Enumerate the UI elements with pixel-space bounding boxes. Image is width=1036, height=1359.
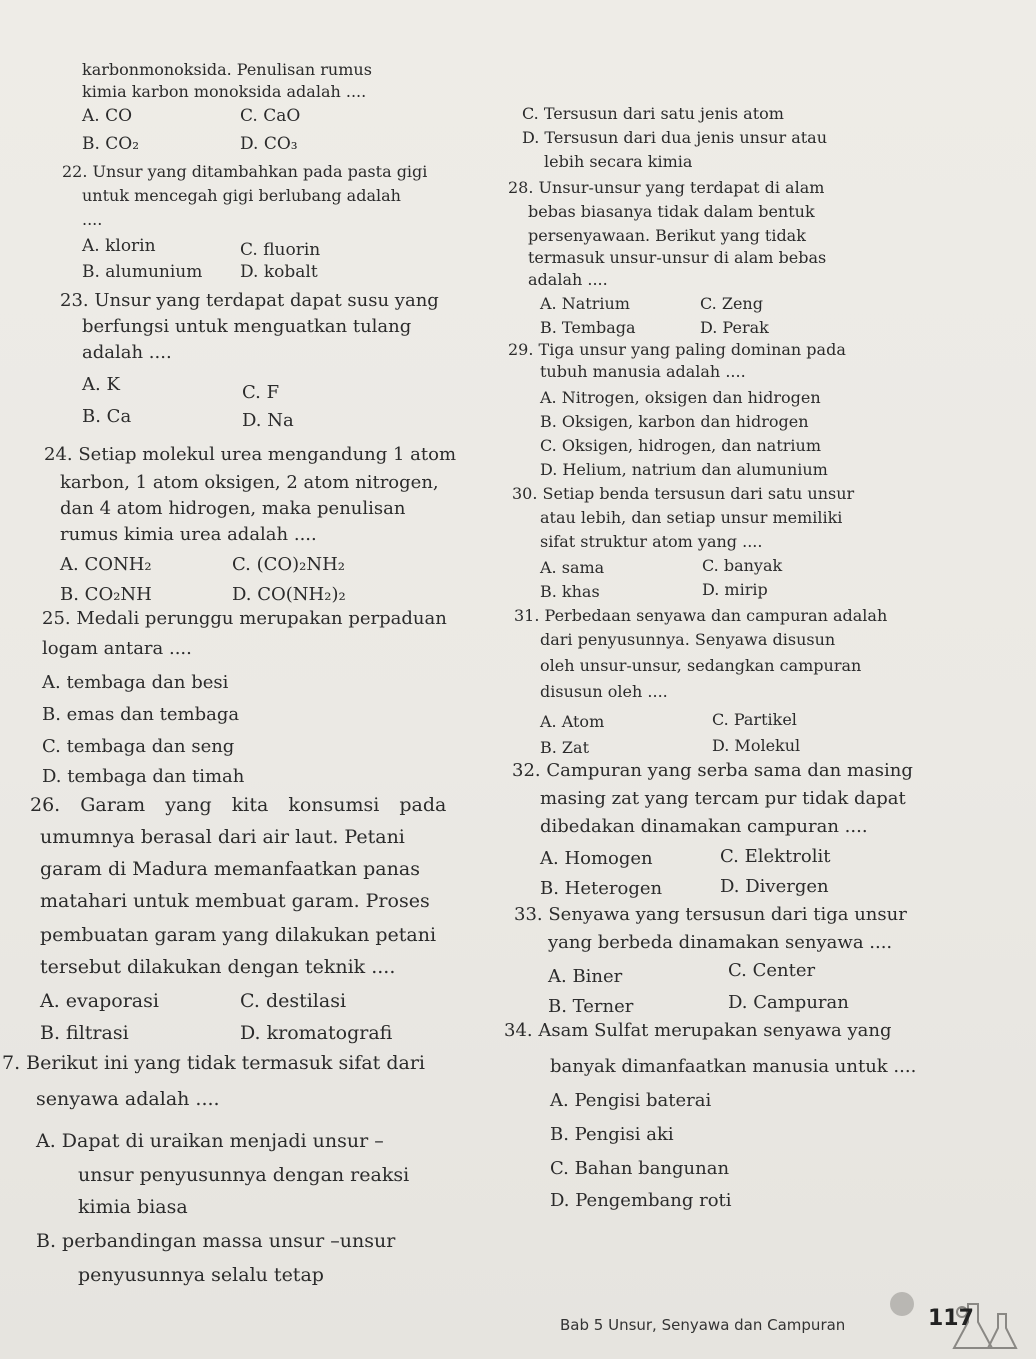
q24-option-a: A. CONH₂ (60, 554, 152, 575)
q21-option-d-right-line1: D. Tersusun dari dua jenis unsur atau (522, 128, 828, 147)
q30-stem-line1: 30. Setiap benda tersusun dari satu unsur (512, 484, 855, 503)
q23-stem-line2: berfungsi untuk menguatkan tulang (82, 316, 412, 337)
q24-stem-line2: karbon, 1 atom oksigen, 2 atom nitrogen, (60, 472, 439, 493)
q32-option-b: B. Heterogen (540, 878, 663, 899)
q31-option-c: C. Partikel (712, 710, 797, 729)
q23-option-d: D. Na (242, 410, 294, 431)
q26-stem-line2: umumnya berasal dari air laut. Petani (40, 826, 405, 848)
q29-option-c: C. Oksigen, hidrogen, dan natrium (540, 436, 821, 455)
q29-stem-line2: tubuh manusia adalah .... (540, 362, 746, 381)
q23-option-a: A. K (82, 374, 120, 395)
q32-stem-line1: 32. Campuran yang serba sama dan masing (512, 760, 913, 781)
chapter-footer: Bab 5 Unsur, Senyawa dan Campuran (560, 1316, 846, 1334)
q34-option-b: B. Pengisi aki (550, 1124, 674, 1145)
q28-stem-line3: persenyawaan. Berikut yang tidak (528, 226, 806, 245)
q27-option-a-line1: A. Dapat di uraikan menjadi unsur – (36, 1130, 384, 1152)
q32-option-a: A. Homogen (540, 848, 653, 869)
q28-stem-line4: termasuk unsur-unsur di alam bebas (528, 248, 827, 267)
q33-stem-line2: yang berbeda dinamakan senyawa .... (548, 932, 893, 953)
q27-option-b-line2: penyusunnya selalu tetap (78, 1264, 324, 1286)
q23-stem-line1: 23. Unsur yang terdapat dapat susu yang (60, 290, 439, 311)
q28-option-c: C. Zeng (700, 294, 763, 313)
q23-option-b: B. Ca (82, 406, 132, 427)
q26-stem-line4: matahari untuk membuat garam. Proses (40, 890, 430, 912)
q26-stem-line6: tersebut dilakukan dengan teknik .... (40, 956, 396, 978)
q31-option-b: B. Zat (540, 738, 590, 757)
q30-option-c: C. banyak (702, 556, 783, 575)
q28-stem-line5: adalah .... (528, 270, 608, 289)
q29-stem-line1: 29. Tiga unsur yang paling dominan pada (508, 340, 846, 359)
q27-option-a-line3: kimia biasa (78, 1196, 188, 1218)
q24-stem-line1: 24. Setiap molekul urea mengandung 1 atom (44, 444, 457, 465)
q29-option-a: A. Nitrogen, oksigen dan hidrogen (540, 388, 821, 407)
q21-option-a: A. CO (82, 106, 133, 126)
q28-option-b: B. Tembaga (540, 318, 636, 337)
q28-option-d: D. Perak (700, 318, 769, 337)
q28-stem-line2: bebas biasanya tidak dalam bentuk (528, 202, 815, 221)
q31-option-a: A. Atom (540, 712, 605, 731)
q27-stem-line1: 7. Berikut ini yang tidak termasuk sifat dari (2, 1052, 426, 1074)
q26-stem-line3: garam di Madura memanfaatkan panas (40, 858, 420, 880)
q21-option-c: C. CaO (240, 106, 301, 126)
q30-option-d: D. mirip (702, 580, 768, 599)
q25-option-b: B. emas dan tembaga (42, 704, 240, 725)
q26-stem-line5: pembuatan garam yang dilakukan petani (40, 924, 437, 946)
q21-stem-line2: kimia karbon monoksida adalah .... (82, 82, 367, 101)
q22-option-a: A. klorin (82, 236, 156, 256)
q23-option-c: C. F (242, 382, 280, 403)
q25-option-a: A. tembaga dan besi (42, 672, 229, 693)
q26-option-c: C. destilasi (240, 990, 347, 1012)
q32-option-d: D. Divergen (720, 876, 829, 897)
q26-option-a: A. evaporasi (40, 990, 159, 1012)
q27-option-b-line1: B. perbandingan massa unsur –unsur (36, 1230, 396, 1252)
q33-stem-line1: 33. Senyawa yang tersusun dari tiga unsur (514, 904, 907, 925)
q24-option-b: B. CO₂NH (60, 584, 152, 605)
q24-stem-line4: rumus kimia urea adalah .... (60, 524, 317, 545)
q34-stem-line2: banyak dimanfaatkan manusia untuk .... (550, 1056, 917, 1077)
q27-option-a-line2: unsur penyusunnya dengan reaksi (78, 1164, 410, 1186)
q25-option-d: D. tembaga dan timah (42, 766, 245, 787)
q21-option-d: D. CO₃ (240, 134, 298, 154)
q33-option-b: B. Terner (548, 996, 634, 1017)
q25-option-c: C. tembaga dan seng (42, 736, 235, 757)
q29-option-d: D. Helium, natrium dan alumunium (540, 460, 828, 479)
q31-option-d: D. Molekul (712, 736, 801, 755)
q30-option-a: A. sama (540, 558, 605, 577)
q31-stem-line2: dari penyusunnya. Senyawa disusun (540, 630, 836, 649)
q28-stem-line1: 28. Unsur-unsur yang terdapat di alam (508, 178, 825, 197)
q33-option-d: D. Campuran (728, 992, 849, 1013)
q21-stem-line1: karbonmonoksida. Penulisan rumus (82, 60, 372, 79)
page-number: 117 (928, 1306, 974, 1331)
q29-option-b: B. Oksigen, karbon dan hidrogen (540, 412, 809, 431)
q24-option-c: C. (CO)₂NH₂ (232, 554, 346, 575)
q24-stem-line3: dan 4 atom hidrogen, maka penulisan (60, 498, 406, 519)
q26-option-d: D. kromatografi (240, 1022, 393, 1044)
q33-option-c: C. Center (728, 960, 816, 981)
q34-stem-line1: 34. Asam Sulfat merupakan senyawa yang (504, 1020, 892, 1041)
q24-option-d: D. CO(NH₂)₂ (232, 584, 346, 605)
q31-stem-line3: oleh unsur-unsur, sedangkan campuran (540, 656, 862, 675)
q22-option-d: D. kobalt (240, 262, 318, 282)
q22-stem-line1: 22. Unsur yang ditambahkan pada pasta gigi (62, 162, 428, 181)
q22-option-b: B. alumunium (82, 262, 203, 282)
q34-option-c: C. Bahan bangunan (550, 1158, 730, 1179)
q32-stem-line3: dibedakan dinamakan campuran .... (540, 816, 868, 837)
q23-stem-line3: adalah .... (82, 342, 172, 363)
q21-option-d-right-line2: lebih secara kimia (544, 152, 693, 171)
q21-option-b: B. CO₂ (82, 134, 140, 154)
q30-stem-line3: sifat struktur atom yang .... (540, 532, 763, 551)
q31-stem-line4: disusun oleh .... (540, 682, 668, 701)
q22-stem-line2: untuk mencegah gigi berlubang adalah (82, 186, 401, 205)
q22-option-c: C. fluorin (240, 240, 321, 260)
q33-option-a: A. Biner (548, 966, 623, 987)
q22-stem-line3: .... (82, 210, 103, 229)
q25-stem-line2: logam antara .... (42, 638, 192, 659)
q34-option-a: A. Pengisi baterai (550, 1090, 712, 1111)
q31-stem-line1: 31. Perbedaan senyawa dan campuran adalah (514, 606, 888, 625)
q25-stem-line1: 25. Medali perunggu merupakan perpaduan (42, 608, 447, 629)
q30-option-b: B. khas (540, 582, 600, 601)
q30-stem-line2: atau lebih, dan setiap unsur memiliki (540, 508, 843, 527)
q26-option-b: B. filtrasi (40, 1022, 129, 1044)
q28-option-a: A. Natrium (540, 294, 630, 313)
q32-option-c: C. Elektrolit (720, 846, 831, 867)
q26-stem-line1: 26. Garam yang kita konsumsi pada (30, 794, 447, 816)
q27-stem-line2: senyawa adalah .... (36, 1088, 220, 1110)
q32-stem-line2: masing zat yang tercam pur tidak dapat (540, 788, 906, 809)
q34-option-d: D. Pengembang roti (550, 1190, 732, 1211)
q21-option-c-right: C. Tersusun dari satu jenis atom (522, 104, 784, 123)
